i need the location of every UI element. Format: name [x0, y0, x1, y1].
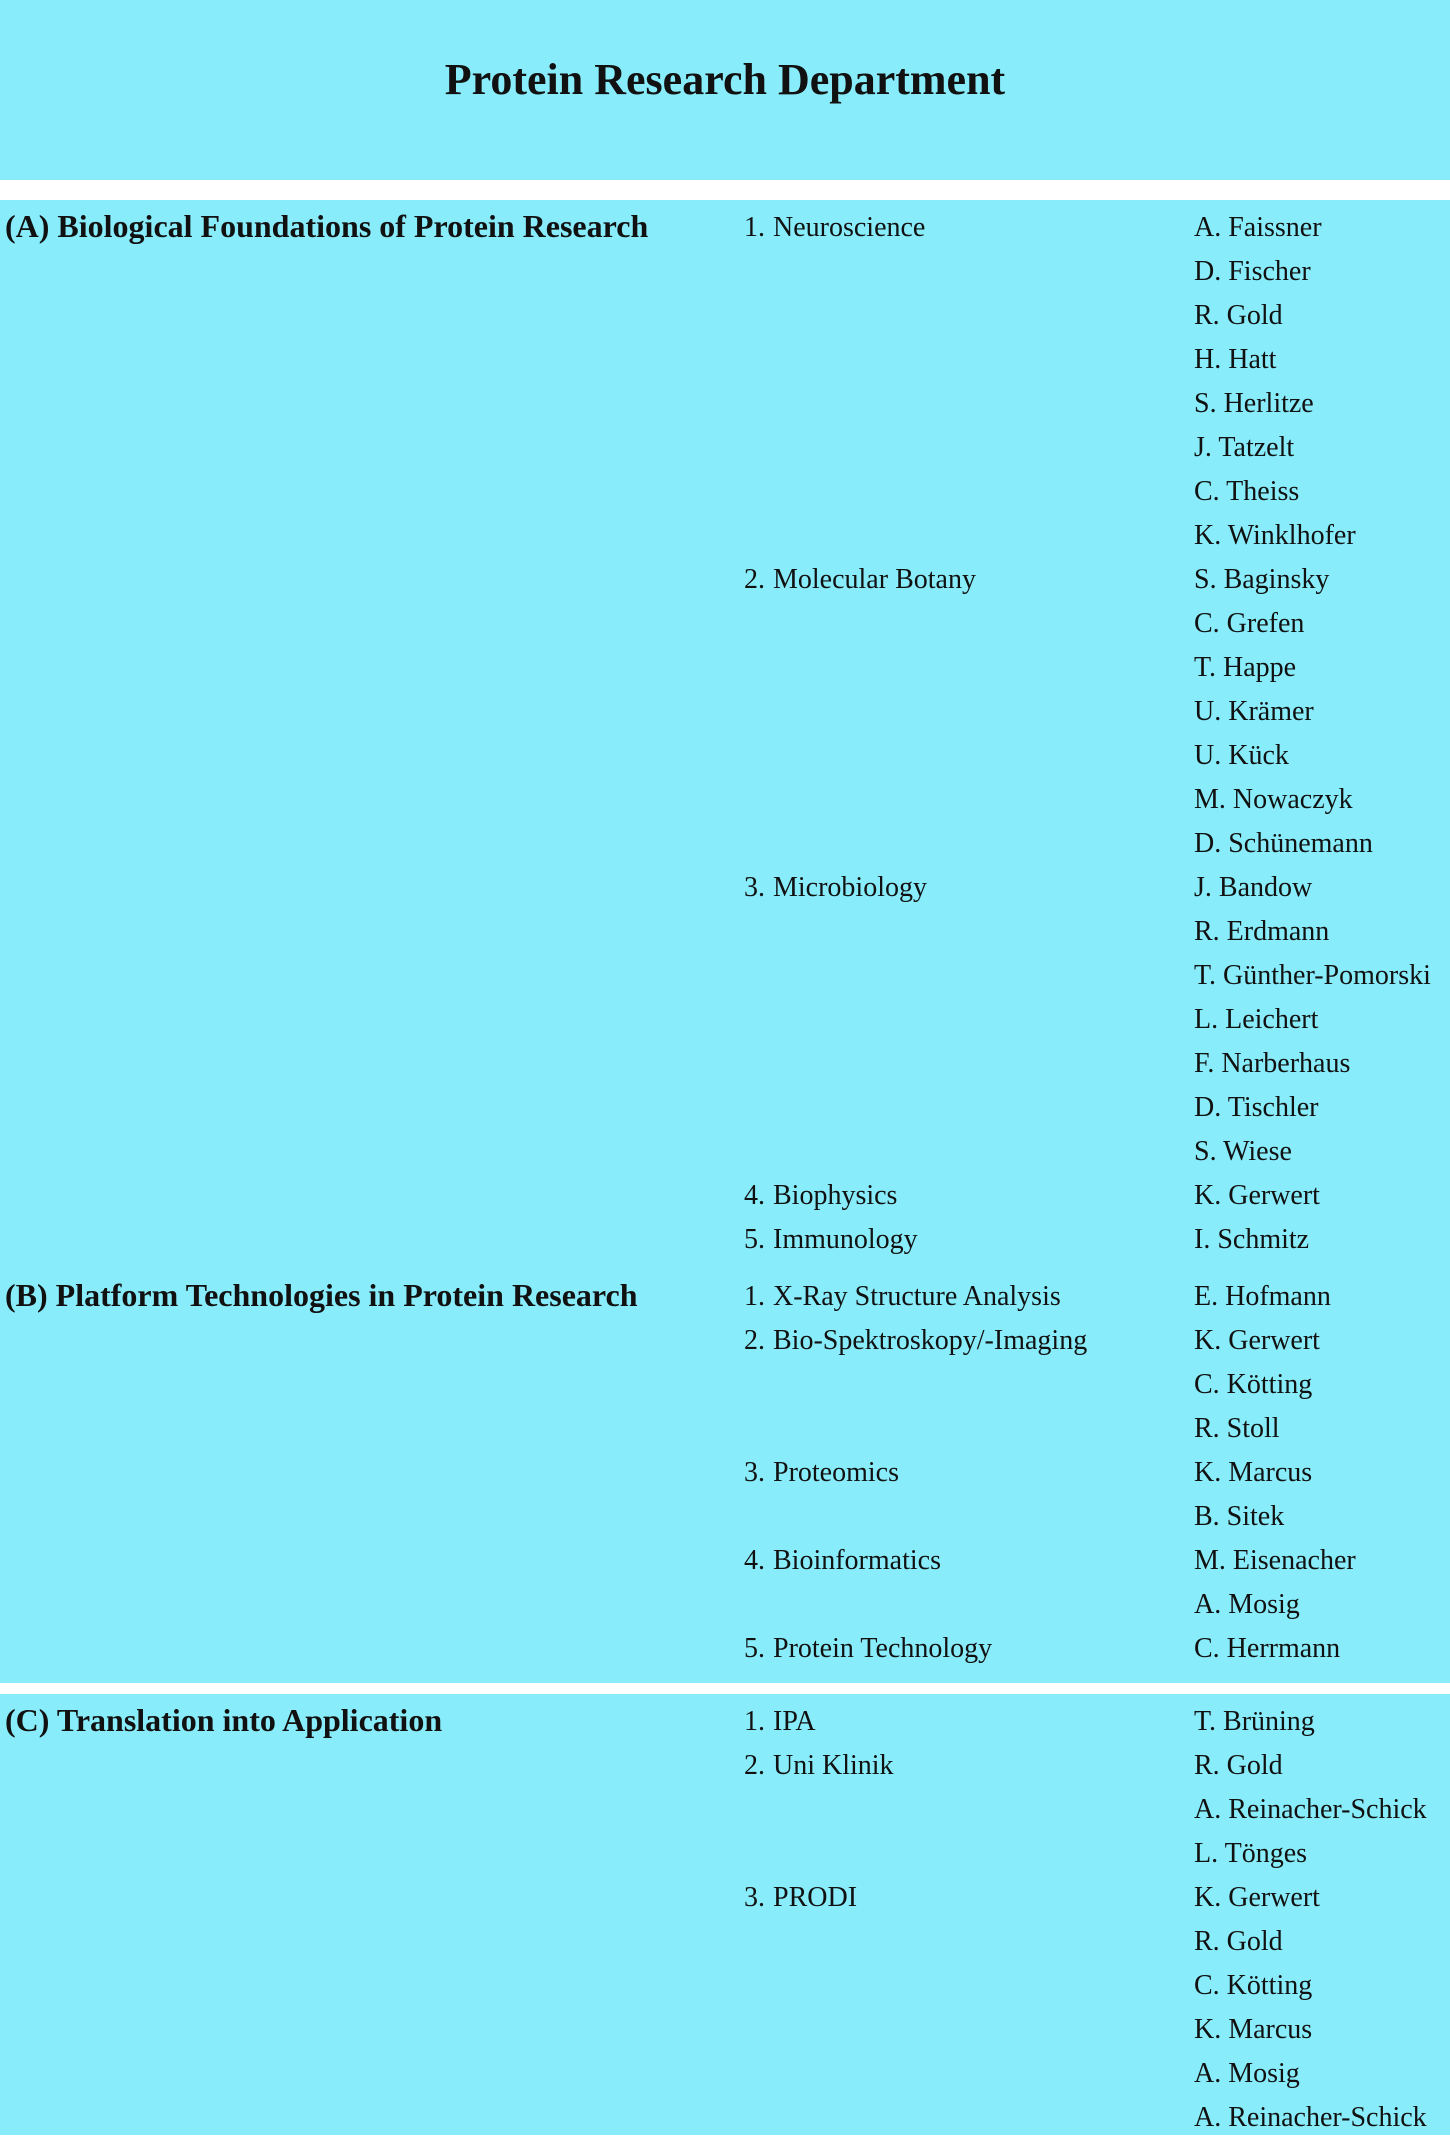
member-name: C. Kötting: [1194, 1970, 1313, 2001]
member-name: K. Gerwert: [1194, 1180, 1320, 1211]
list-item: [0, 294, 1450, 338]
subsection-number: 5.: [744, 1224, 765, 1255]
list-item: [0, 1744, 1450, 1788]
subsection-name: X-Ray Structure Analysis: [773, 1281, 1061, 1312]
member-name: A. Reinacher-Schick: [1194, 1794, 1427, 1825]
subsection-name: Bio-Spektroskopy/-Imaging: [773, 1325, 1088, 1356]
list-item: [0, 1627, 1450, 1671]
subsection-number: 1.: [744, 1706, 765, 1737]
list-item: [0, 1788, 1450, 1832]
member-name: F. Narberhaus: [1194, 1048, 1351, 1079]
member-name: A. Mosig: [1194, 1589, 1300, 1620]
list-item: [0, 1174, 1450, 1218]
list-item: [0, 1086, 1450, 1130]
member-name: T. Brüning: [1194, 1706, 1315, 1737]
list-item: [0, 1583, 1450, 1627]
member-name: E. Hofmann: [1194, 1281, 1331, 1312]
subsection-label: [744, 1539, 941, 1583]
list-item: [0, 338, 1450, 382]
subsection-label: [744, 1451, 899, 1495]
member-name: U. Kück: [1194, 740, 1289, 771]
list-item: [0, 2052, 1450, 2096]
list-item: [0, 206, 1450, 250]
member-name: R. Erdmann: [1194, 916, 1330, 947]
member-name: M. Eisenacher: [1194, 1545, 1356, 1576]
subsection-label: [744, 1319, 1087, 1363]
list-item: [0, 690, 1450, 734]
subsection-number: 2.: [744, 564, 765, 595]
member-name: R. Gold: [1194, 300, 1283, 331]
subsection-number: 5.: [744, 1633, 765, 1664]
member-name: C. Kötting: [1194, 1369, 1313, 1400]
subsection-name: Neuroscience: [773, 212, 926, 243]
list-item: [0, 646, 1450, 690]
list-item: [0, 778, 1450, 822]
member-name: K. Gerwert: [1194, 1882, 1320, 1913]
page-title: Protein Research Department: [444, 55, 1006, 104]
list-item: [0, 1539, 1450, 1583]
list-item: [0, 1042, 1450, 1086]
member-name: D. Tischler: [1194, 1092, 1319, 1123]
subsection-label: [744, 866, 927, 910]
list-item: [0, 558, 1450, 602]
member-name: R. Gold: [1194, 1926, 1283, 1957]
list-item: [0, 470, 1450, 514]
list-item: [0, 250, 1450, 294]
subsection-name: Bioinformatics: [773, 1545, 941, 1576]
list-item: [0, 910, 1450, 954]
section-a: [0, 200, 1450, 1274]
list-item: [0, 1319, 1450, 1363]
list-item: [0, 1832, 1450, 1876]
list-item: [0, 2096, 1450, 2140]
subsection-label: [744, 1700, 816, 1744]
member-name: L. Tönges: [1194, 1838, 1308, 1869]
member-name: C. Grefen: [1194, 608, 1305, 639]
subsection-label: [744, 206, 925, 250]
member-name: U. Krämer: [1194, 696, 1314, 727]
subsection-name: Microbiology: [773, 872, 927, 903]
member-name: D. Fischer: [1194, 256, 1311, 287]
member-name: K. Gerwert: [1194, 1325, 1320, 1356]
subsection-name: PRODI: [773, 1882, 858, 1913]
subsection-name: Immunology: [773, 1224, 918, 1255]
subsection-name: Uni Klinik: [773, 1750, 894, 1781]
list-item: [0, 426, 1450, 470]
member-name: S. Wiese: [1194, 1136, 1292, 1167]
section-title: (B) Platform Technologies in Protein Research: [5, 1277, 638, 1313]
list-item: [0, 1407, 1450, 1451]
list-item: [0, 822, 1450, 866]
subsection-label: [744, 1174, 897, 1218]
member-name: B. Sitek: [1194, 1501, 1285, 1532]
list-item: [0, 734, 1450, 778]
member-name: J. Bandow: [1194, 872, 1313, 903]
section-c: [0, 1694, 1450, 2135]
member-name: A. Mosig: [1194, 2058, 1300, 2089]
subsection-label: [744, 558, 976, 602]
list-item: [0, 1451, 1450, 1495]
member-name: A. Faissner: [1194, 212, 1322, 243]
list-item: [0, 1130, 1450, 1174]
member-name: T. Happe: [1194, 652, 1297, 683]
list-item: [0, 382, 1450, 426]
member-name: K. Winklhofer: [1194, 520, 1356, 551]
subsection-name: Protein Technology: [773, 1633, 993, 1664]
list-item: [0, 514, 1450, 558]
member-name: R. Stoll: [1194, 1413, 1280, 1444]
list-item: [0, 1218, 1450, 1262]
page-header: [0, 0, 1450, 180]
member-name: S. Baginsky: [1194, 564, 1330, 595]
subsection-number: 4.: [744, 1180, 765, 1211]
subsection-number: 3.: [744, 1457, 765, 1488]
member-name: D. Schünemann: [1194, 828, 1373, 859]
member-name: S. Herlitze: [1194, 388, 1314, 419]
subsection-label: [744, 1876, 857, 1920]
subsection-name: Molecular Botany: [773, 564, 976, 595]
list-item: [0, 1495, 1450, 1539]
list-item: [0, 1363, 1450, 1407]
list-item: [0, 2008, 1450, 2052]
member-name: C. Theiss: [1194, 476, 1300, 507]
list-item: [0, 866, 1450, 910]
member-name: C. Herrmann: [1194, 1633, 1341, 1664]
list-item: [0, 1920, 1450, 1964]
subsection-label: [744, 1744, 894, 1788]
list-item: [0, 1275, 1450, 1319]
section-title: (C) Translation into Application: [5, 1702, 443, 1738]
list-item: [0, 1876, 1450, 1920]
list-item: [0, 1964, 1450, 2008]
member-name: R. Gold: [1194, 1750, 1283, 1781]
member-name: K. Marcus: [1194, 1457, 1313, 1488]
subsection-label: [744, 1627, 992, 1671]
member-name: T. Günther-Pomorski: [1194, 960, 1431, 991]
subsection-label: [744, 1218, 918, 1262]
member-name: M. Nowaczyk: [1194, 784, 1353, 815]
member-name: K. Marcus: [1194, 2014, 1313, 2045]
subsection-number: 2.: [744, 1750, 765, 1781]
member-name: A. Reinacher-Schick: [1194, 2102, 1427, 2133]
subsection-name: IPA: [773, 1706, 816, 1737]
list-item: [0, 1700, 1450, 1744]
subsection-number: 1.: [744, 212, 765, 243]
subsection-name: Proteomics: [773, 1457, 899, 1488]
subsection-number: 1.: [744, 1281, 765, 1312]
section-b: [0, 1269, 1450, 1683]
section-title: (A) Biological Foundations of Protein Research: [5, 208, 649, 244]
subsection-label: [744, 1275, 1061, 1319]
subsection-number: 3.: [744, 1882, 765, 1913]
member-name: L. Leichert: [1194, 1004, 1319, 1035]
member-name: I. Schmitz: [1194, 1224, 1310, 1255]
member-name: H. Hatt: [1194, 344, 1277, 375]
subsection-number: 3.: [744, 872, 765, 903]
list-item: [0, 602, 1450, 646]
subsection-number: 4.: [744, 1545, 765, 1576]
subsection-number: 2.: [744, 1325, 765, 1356]
member-name: J. Tatzelt: [1194, 432, 1295, 463]
list-item: [0, 954, 1450, 998]
list-item: [0, 998, 1450, 1042]
subsection-name: Biophysics: [773, 1180, 898, 1211]
